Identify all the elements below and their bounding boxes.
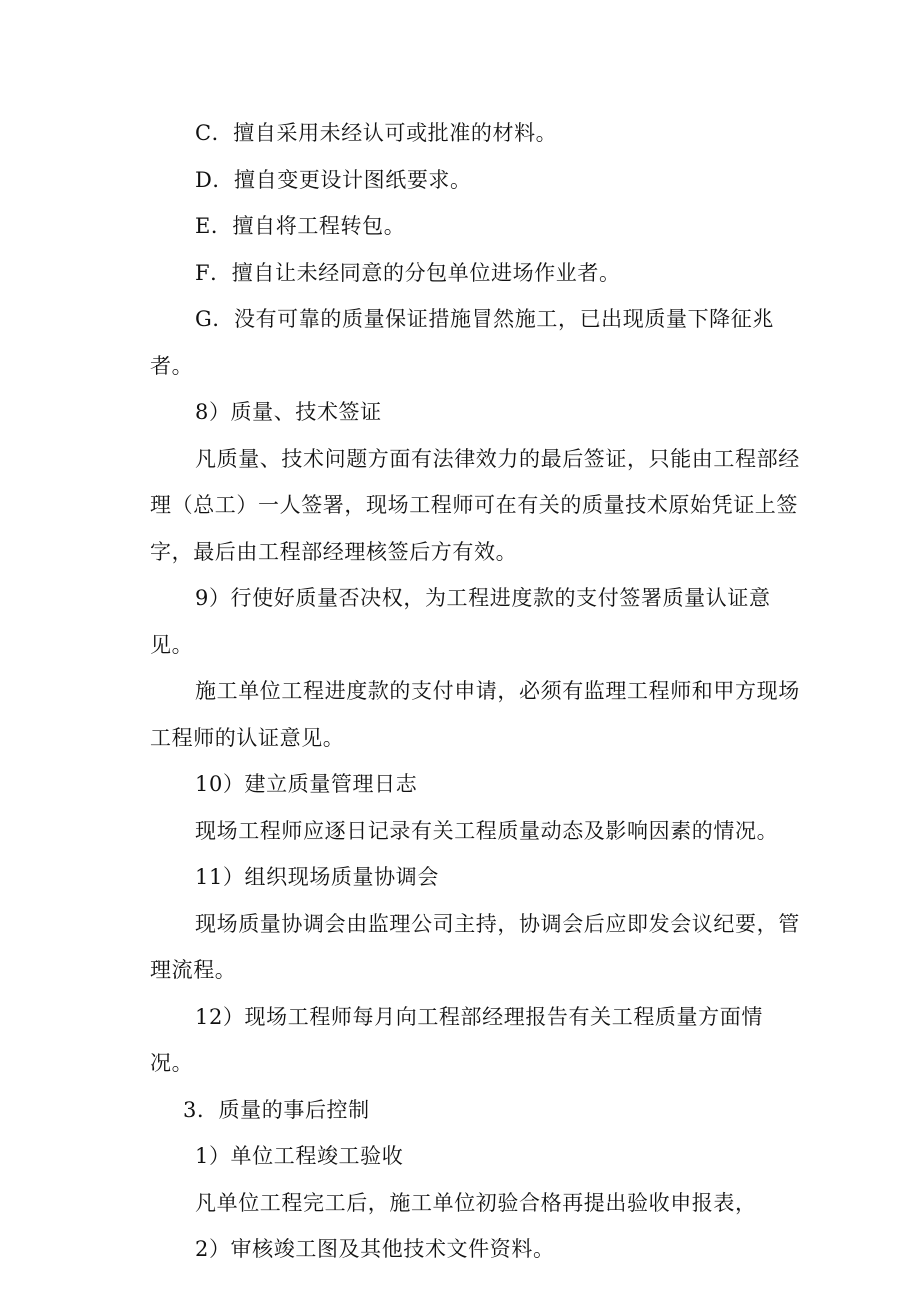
section-heading-9: 9）行使好质量否决权，为工程进度款的支付签署质量认证意见。: [150, 586, 771, 657]
chapter-heading-3: 3．质量的事后控制: [183, 1097, 370, 1122]
section-heading-12: 12）现场工程师每月向工程部经理报告有关工程质量方面情况。: [150, 1004, 763, 1075]
section-heading-10: 10）建立质量管理日志: [195, 772, 418, 796]
paragraph-text: 施工单位工程进度款的支付申请，必须有监理工程师和甲方现场工程师的认证意见。: [150, 679, 800, 750]
paragraph-item-f: F．擅自让未经同意的分包单位进场作业者。: [195, 260, 621, 285]
section-heading-1: 1）单位工程竣工验收: [195, 1144, 404, 1168]
paragraph-item-g: G．没有可靠的质量保证措施冒然施工，已出现质量下降征兆者。: [150, 307, 774, 378]
paragraph-text: 现场工程师应逐日记录有关工程质量动态及影响因素的情况。: [195, 818, 779, 843]
section-heading-8: 8）质量、技术签证: [195, 400, 382, 424]
paragraph-item-d: D．擅自变更设计图纸要求。: [195, 167, 472, 192]
paragraph-item-e: E．擅自将工程转包。: [195, 214, 406, 238]
paragraph-text: 现场质量协调会由监理公司主持，协调会后应即发会议纪要，管理流程。: [150, 911, 800, 982]
paragraph-text: 凡单位工程完工后，施工单位初验合格再提出验收申报表，: [195, 1190, 757, 1215]
section-heading-11: 11）组织现场质量协调会: [195, 865, 439, 889]
paragraph-item-c: C．擅自采用未经认可或批准的材料。: [195, 121, 558, 145]
section-heading-2: 2）审核竣工图及其他技术文件资料。: [195, 1237, 555, 1261]
paragraph-text: 凡质量、技术问题方面有法律效力的最后签证，只能由工程部经理（总工）一人签署，现场工程师可在有关的质量技术原始凭证上签字，最后由工程部经理核签后方有效。: [150, 446, 800, 564]
